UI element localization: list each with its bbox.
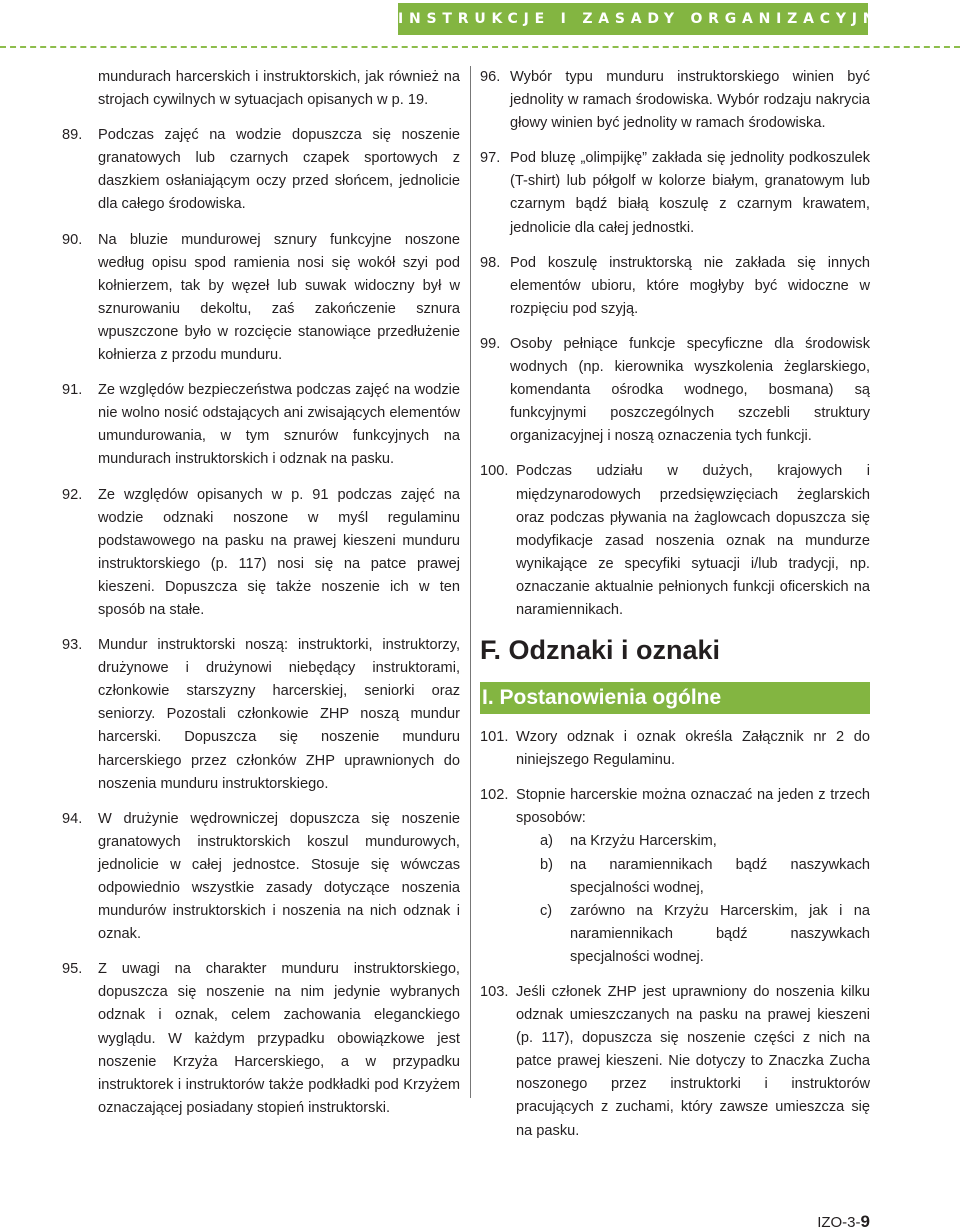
continuation-text: mundurach harcerskich i instruktorskich, jak również na strojach cywilnych w sytuacjach opisanych w p. 19. [98, 69, 460, 109]
sub-item-letter: b) [540, 856, 553, 873]
sub-item-letter: c) [540, 902, 553, 919]
section-heading: F. Odznaki i oznaki [480, 635, 721, 666]
list-item-89 [62, 124, 460, 216]
list-item-93 [62, 634, 460, 796]
item-number: 92. [62, 486, 83, 503]
list-item-95 [62, 958, 460, 1120]
item-number: 103. [480, 984, 509, 1000]
sub-item-text: zarówno na Krzyżu Harcerskim, jak i na naramiennikach bądź naszywkach specjalności wodnej. [570, 902, 870, 965]
item-text: Wybór typu munduru instruktorskiego winien być jednolity w ramach środowiska. Wybór rodzaju nakrycia głowy winien być jednolity w ramach środowiska. [510, 69, 870, 132]
item-number: 95. [62, 961, 83, 978]
item-number: 97. [480, 150, 501, 167]
list-item-102 [480, 784, 870, 969]
list-item-96 [480, 66, 870, 135]
item-text: Podczas zajęć na wodzie dopuszcza się noszenie granatowych lub czarnych czapek sportowych z daszkiem osłaniającym oczy przed słońcem, jednolicie dla całego środowiska. [98, 127, 460, 213]
item-number: 89. [62, 127, 83, 144]
item-text: Osoby pełniące funkcje specyficzne dla środowisk wodnych (np. kierownika wyszkolenia żeglarskiego, komendanta ośrodka wodnego, bosmana) są funkcyjnymi poszczególnych szczebli struktury organizacyjnej i noszą oznaczenia tych funkcji. [510, 335, 870, 445]
item-number: 96. [480, 69, 501, 85]
sub-item-text: na Krzyżu Harcerskim, [570, 833, 717, 850]
page-number: 9 [860, 1212, 870, 1231]
sub-item-a [516, 830, 870, 853]
item-number: 91. [62, 382, 83, 399]
item-number: 90. [62, 231, 83, 248]
subsection-heading: I. Postanowienia ogólne [480, 682, 870, 714]
column-divider [470, 66, 471, 1098]
sub-item-b [516, 854, 870, 900]
header-title: INSTRUKCJE I ZASADY ORGANIZACYJNE ZHP [398, 3, 868, 35]
item-text: Stopnie harcerskie można oznaczać na jeden z trzech sposobów: [516, 787, 870, 827]
list-item-103 [480, 981, 870, 1143]
list-item-101 [480, 726, 870, 772]
item-text: Podczas udziału w dużych, krajowych i międzynarodowych przedsięwzięciach żeglarskich oraz podczas pływania na żaglowcach dopuszcza się modyfikacje zasad noszenia oznak na mundurze wynikające ze specyfiki sytuacji i/lub tradycji, np. oznaczanie aktualnie pełnionych funkcji oficerskich na naramiennikach. [516, 463, 870, 618]
list-item-98 [480, 252, 870, 321]
page-footer [817, 1214, 870, 1231]
right-column [480, 66, 870, 1155]
sub-item-text: na naramiennikach bądź naszywkach specjalności wodnej, [570, 856, 870, 896]
item-number: 99. [480, 335, 501, 352]
item-text: Na bluzie mundurowej sznury funkcyjne noszone według opisu spod ramienia nosi się wokół szyi pod kołnierzem, tak by węzeł lub suwak widoczny był w sznurowaniu dekoltu, zaś zakończenie sznura wpuszczone było w rozcięcie stanowiące przedłużenie kołnierza z przodu munduru. [98, 231, 460, 364]
item-text: Ze względów bezpieczeństwa podczas zajęć na wodzie nie wolno nosić odstających ani zwisających elementów umundurowania, w tym sznurów funkcyjnych na mundurach instruktorskich i odznak na pasku. [98, 382, 460, 468]
item-number: 102. [480, 787, 509, 804]
item-number: 93. [62, 637, 83, 654]
item-number: 100. [480, 463, 509, 480]
list-item-99 [480, 333, 870, 448]
item-text: W drużynie wędrowniczej dopuszcza się noszenie granatowych instruktorskich koszul mundurowych, jednolicie w całej jednostce. Stosuje się wówczas odpowiednio wszystkie zasady dotyczące noszenia mundurów instruktorskich i noszenia na nich odznak i oznak. [98, 810, 460, 943]
item-text: Jeśli członek ZHP jest uprawniony do noszenia kilku odznak umieszczanych na pasku na prawej kieszeni (p. 117), dopuszcza się noszenie części z nich na patce prawej kieszeni. Nie dotyczy to Znaczka Zucha noszonego przez instruktorki i instruktorów pracujących z zuchami, który zawsze umieszcza się na pasku. [516, 984, 870, 1139]
item-number: 101. [480, 729, 509, 746]
item-text: Mundur instruktorski noszą: instruktorki, instruktorzy, drużynowe i drużynowi niebędący instruktorami, członkowie starszyzny harcerskiej, seniorki oraz seniorzy. Pozostali członkowie ZHP noszą mundur harcerski. Dopuszcza się noszenie munduru harcerskiego przez członków ZHP uprawnionych do noszenia munduru instruktorskiego. [98, 637, 460, 792]
list-item-92 [62, 484, 460, 623]
list-item-91 [62, 379, 460, 471]
item-text: Wzory odznak i oznak określa Załącznik nr 2 do niniejszego Regulaminu. [516, 729, 870, 769]
list-item-97 [480, 147, 870, 239]
item-text: Pod koszulę instruktorską nie zakłada się innych elementów ubioru, które mogłyby być widoczne w rozpięciu pod szyją. [510, 254, 870, 317]
left-column [62, 66, 460, 1132]
item-number: 98. [480, 254, 501, 271]
item-text: Z uwagi na charakter munduru instruktorskiego, dopuszcza się noszenie na nim jedynie wybranych odznak i oznak, celem zachowania eleganckiego wyglądu. W każdym przypadku obowiązkowe jest noszenie Krzyża Harcerskiego, a w przypadku instruktorek i instruktorów także podkładki pod Krzyżem oznaczającej posiadany stopień instruktorski. [98, 961, 460, 1116]
list-item-100 [480, 460, 870, 622]
item-text: Ze względów opisanych w p. 91 podczas zajęć na wodzie odznaki noszone w myśl regulaminu podstawowego na pasku na prawej kieszeni munduru instruktorskiego (p. 117) nosi się na patce prawej kieszeni. Dopuszcza się także noszenie ich w ten sposób na stałe. [98, 486, 460, 618]
list-item-94 [62, 808, 460, 947]
item-number: 94. [62, 810, 83, 827]
header-dashed-divider [0, 46, 960, 48]
sub-item-letter: a) [540, 833, 553, 850]
sub-item-c [516, 900, 870, 969]
footer-prefix: IZO-3- [817, 1214, 861, 1231]
continuation-paragraph [62, 66, 460, 112]
item-text: Pod bluzę „olimpijkę” zakłada się jednolity podkoszulek (T-shirt) lub półgolf w kolorze białym, granatowym lub czarnym bądź białą koszulę z czarnym krawatem, jednolicie dla całej jednostki. [510, 150, 870, 236]
list-item-90 [62, 229, 460, 368]
